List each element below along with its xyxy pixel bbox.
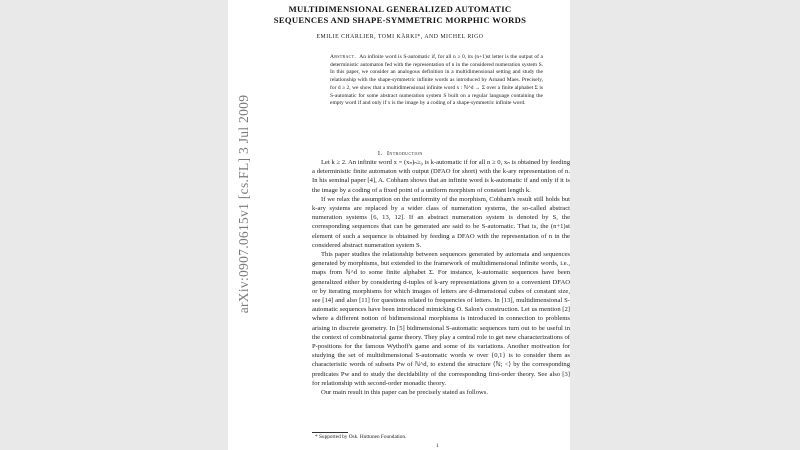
paper-title-line-1: MULTIDIMENSIONAL GENERALIZED AUTOMATIC	[288, 4, 512, 14]
footnote-rule	[312, 432, 348, 433]
paragraph: This paper studies the relationship between sequences generated by automata and sequences generated by morphisms, but extended to the framework of multidimensional infinite words, i.e., maps from ℕ^d to some finite alphabet Σ. For instance, k-automatic sequences have been generalized either by considering d-tuples of k-ary representations given to a convenient DFAO or by iterating morphisms for which images of letters are d-dimensional cubes of constant size, see [14] and also [11] for questions related to frequencies of letters. In [13], multidimensional S-automatic sequences have been introduced mimicking O. Salon's construction. Let us mention [2] where a different notion of bidimensional morphisms is introduced in connection to problems arising in discrete geometry. In [5] bidimensional S-automatic sequences turn out to be useful in the context of combinatorial game theory. They play a central role to get new characterizations of P-positions for the famous Wythoff's game and some of its variations. Another motivation for studying the set of multidimensional S-automatic words w over {0,1} is to consider them as characteristic words of subsets Pw of ℕ^d, to extend the structure ⟨ℕ; <⟩ by the corresponding predicates Pw and to study the decidability of the corresponding first-order theory. See also [3] for relationship with second-order monadic theory.	[312, 251, 570, 387]
abstract-text: An infinite word is S-automatic if, for all n ≥ 0, its (n+1)st letter is the output of a deterministic automaton fed with the representation of n in the considered numeration system S. In this paper, we consider an analogous definition in a multidimensional setting and study the relationship with the shape-symmetric infinite words as introduced by Arnaud Maes. Precisely, for d ≥ 2, we show that a multidimensional infinite word x : ℕ^d → Σ over a finite alphabet Σ is S-automatic for some abstract numeration system S built on a regular language containing the empty word if and only if x is the image by a coding of a shape-symmetric infinite word.	[330, 54, 543, 107]
abstract-heading: Abstract.	[330, 54, 357, 60]
arxiv-stamp-text: arXiv:0907.0615v1 [cs.FL] 3 Jul 2009	[236, 94, 251, 314]
body-text	[312, 158, 570, 397]
section-title: Introduction	[386, 150, 423, 157]
authors: EMILIE CHARLIER, TOMI KÄRKI*, AND MICHEL RIGO	[316, 34, 484, 40]
section-heading	[0, 150, 800, 157]
page-number: 1	[436, 443, 439, 449]
paragraph: Let k ≥ 2. An infinite word x = (xₙ)ₙ≥₀ is k-automatic if for all n ≥ 0, xₙ is obtained by feeding a deterministic finite automaton with output (DFAO for short) with the k-ary representation of n. In his seminal paper [4], A. Cobham shows that an infinite word is k-automatic if and only if it is the image by a coding of a fixed point of a uniform morphism of constant length k.	[312, 159, 570, 194]
footnote: * Supported by Osk. Huttunen Foundation.	[315, 434, 407, 440]
arxiv-stamp	[236, 84, 251, 324]
right-margin-background	[570, 0, 800, 450]
paper-title-line-2: SEQUENCES AND SHAPE-SYMMETRIC MORPHIC WORDS	[273, 15, 527, 25]
paragraph: If we relax the assumption on the uniformity of the morphism, Cobham's result still holds but k-ary systems are replaced by a wider class of numeration systems, the so-called abstract numeration systems [6, 13, 12]. If an abstract numeration system is denoted by S, the corresponding sequences that can be generated are said to be S-automatic. That is, the (n+1)st element of such a sequence is obtained by feeding a DFAO with the representation of n in the considered abstract numeration system S.	[312, 195, 570, 249]
left-margin-background	[0, 0, 228, 450]
paragraph: Our main result in this paper can be precisely stated as follows.	[321, 389, 488, 397]
section-number: 1.	[377, 150, 383, 157]
abstract	[330, 54, 543, 108]
